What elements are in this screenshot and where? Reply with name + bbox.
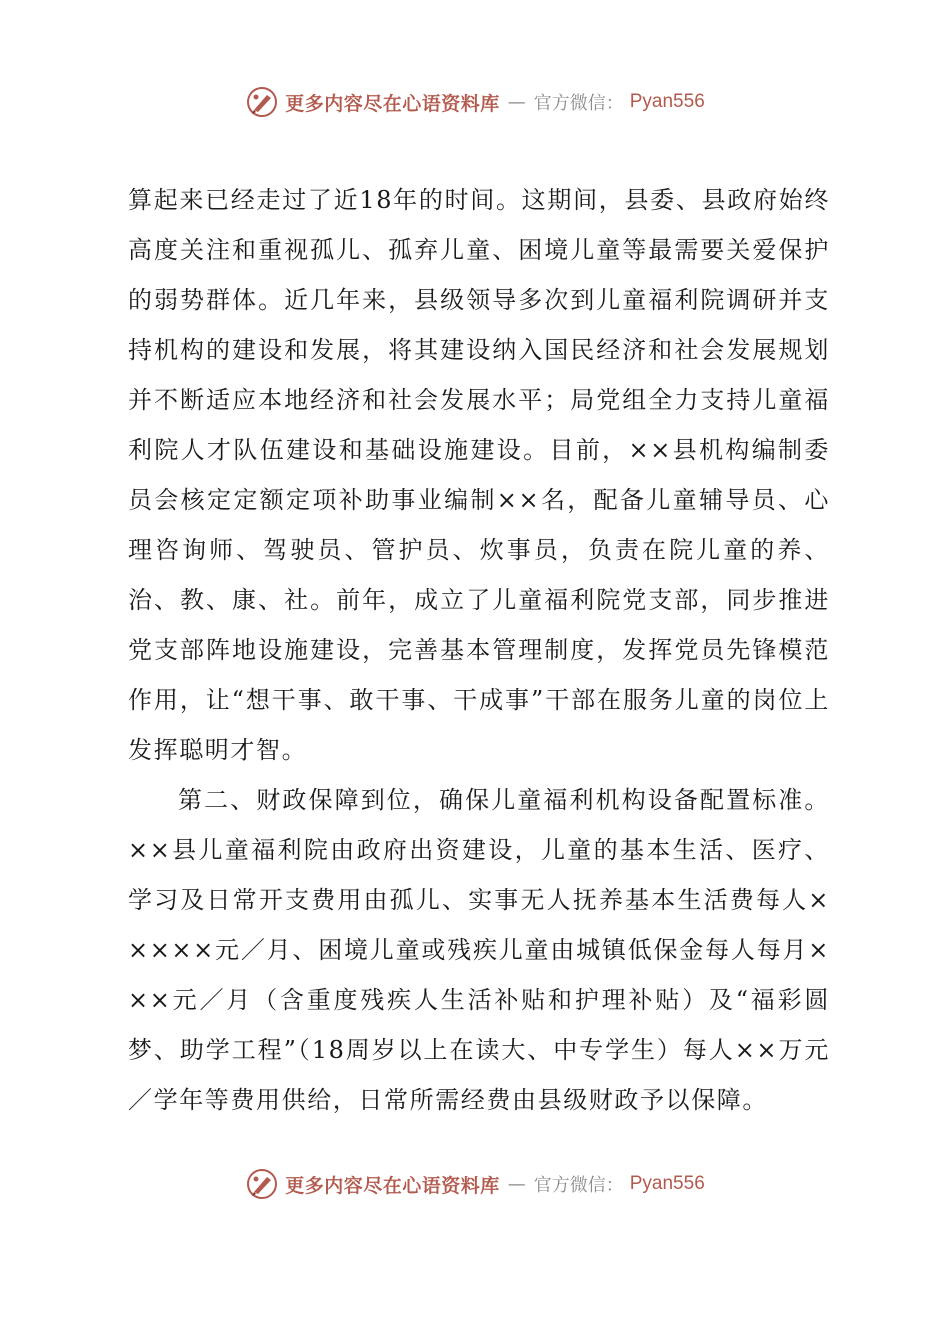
header-banner: [0, 82, 950, 122]
banner-main-text: 更多内容尽在心语资料库: [285, 92, 500, 115]
banner-main-text: 更多内容尽在心语资料库: [285, 1174, 500, 1197]
pen-logo-icon: [245, 1167, 279, 1201]
paragraph-1: 算起来已经走过了近18年的时间。这期间，县委、县政府始终高度关注和重视孤儿、孤弃儿童、困境儿童等最需要关爱保护的弱势群体。近几年来，县级领导多次到儿童福利院调研并支持机构的建设和发展，将其建设纳入国民经济和社会发展规划并不断适应本地经济和社会发展水平；局党组全力支持儿童福利院人才队伍建设和基础设施建设。目前，××县机构编制委员会核定定额定项补助事业编制××名，配备儿童辅导员、心理咨询师、驾驶员、管护员、炊事员，负责在院儿童的养、治、教、康、社。前年，成立了儿童福利院党支部，同步推进党支部阵地设施建设，完善基本管理制度，发挥党员先锋模范作用，让“想干事、敢干事、干成事”干部在服务儿童的岗位上发挥聪明才智。: [128, 186, 830, 764]
banner-wechat-id: Pyan556: [629, 91, 705, 112]
banner-sub-text: 官方微信：: [533, 93, 624, 114]
document-body: [128, 175, 830, 1125]
banner-dash: —: [507, 1173, 526, 1195]
banner-sub-text: 官方微信：: [533, 1175, 624, 1196]
pen-logo-icon: [245, 85, 279, 119]
banner-wechat-id: Pyan556: [629, 1173, 705, 1194]
footer-banner: [0, 1164, 950, 1204]
banner-dash: —: [507, 91, 526, 113]
paragraph-2: 第二、财政保障到位，确保儿童福利机构设备配置标准。××县儿童福利院由政府出资建设，儿童的基本生活、医疗、学习及日常开支费用由孤儿、实事无人抚养基本生活费每人×××××元／月、困境儿童或残疾儿童由城镇低保金每人每月×××元／月（含重度残疾人生活补贴和护理补贴）及“福彩圆梦、助学工程”（18周岁以上在读大、中专学生）每人××万元／学年等费用供给，日常所需经费由县级财政予以保障。: [128, 786, 830, 1114]
